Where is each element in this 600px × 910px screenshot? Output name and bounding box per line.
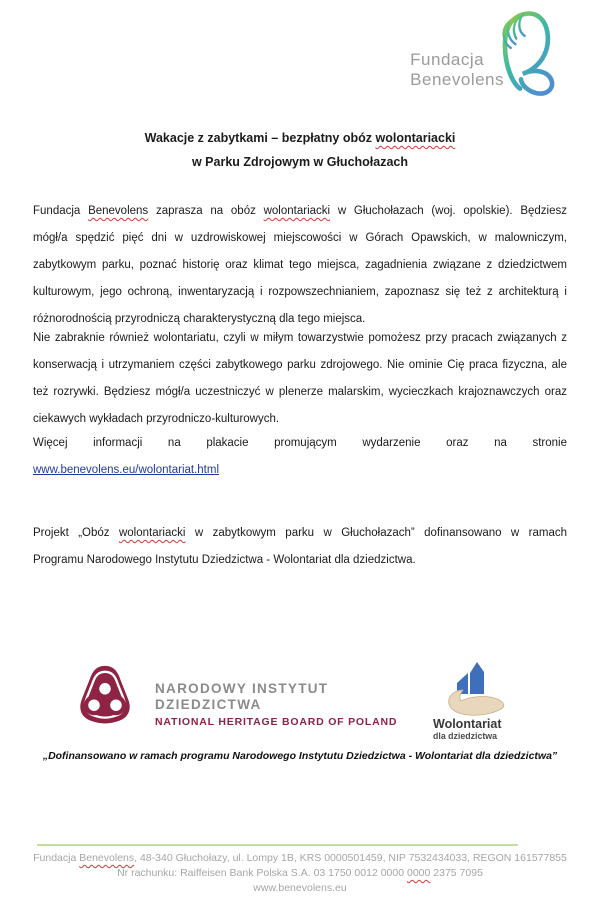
misspelled-word: wolontariacki	[263, 205, 331, 217]
brand-name	[410, 50, 504, 90]
partner-logos	[33, 660, 567, 752]
nid-name-line1: NARODOWY INSTYTUT	[155, 680, 329, 696]
paragraph-line: Nie zabraknie również wolontariatu, czyli w miłym towarzystwie pomożesz przy pracach związanych z	[33, 332, 567, 344]
misspelled-word: Benevolens	[79, 852, 135, 864]
paragraph-line: ciekawych wykładach przyrodniczo-kulturowych.	[33, 413, 280, 425]
paragraph-line: mógł/a spędzić pięć dni w uzdrowiskowej miejscowości w Górach Opawskich, w malowniczym,	[33, 232, 567, 244]
brand-name-line1: Fundacja	[410, 50, 485, 69]
hand-heritage-icon	[443, 660, 509, 716]
footer-line-2	[0, 866, 600, 881]
title-line-1	[33, 126, 567, 150]
misspelled-word: Benevolens	[88, 205, 149, 217]
text-run: Fundacja	[33, 852, 80, 864]
text-run: w Głuchołazach (woj. opolskie). Będziesz	[330, 205, 568, 217]
wolontariat-label-line1: Wolontariat	[433, 717, 502, 731]
paragraph-line	[33, 198, 567, 225]
brand-logo	[410, 6, 570, 100]
butterfly-logo-icon	[496, 6, 570, 100]
nid-name-line2: DZIEDZICTWA	[155, 696, 262, 712]
footer-website: www.benevolens.eu	[253, 882, 347, 894]
nid-name-english: NATIONAL HERITAGE BOARD OF POLAND	[155, 715, 398, 728]
nid-logo	[73, 662, 397, 732]
paragraph-3	[33, 430, 567, 484]
nid-logo-text	[155, 667, 397, 728]
paragraph-line: różnorodnością przyrodniczą charakterystyczną dla tego miejsca.	[33, 313, 366, 325]
text-run: zaprasza na obóz	[148, 205, 264, 217]
paragraph-4	[33, 520, 567, 574]
text-run: w zabytkowym parku w Głuchołazach” dofinansowano w ramach	[185, 527, 568, 539]
nid-trefoil-icon	[73, 662, 137, 732]
wolontariat-link[interactable]: www.benevolens.eu/wolontariat.html	[33, 464, 220, 476]
funding-statement: „Dofinansowano w ramach programu Narodowego Instytutu Dziedzictwa - Wolontariat dla dziedzictwa”	[42, 750, 558, 762]
paragraph-line	[33, 457, 567, 484]
misspelled-word: 0000	[407, 867, 431, 879]
misspelled-word: wolontariacki	[118, 527, 186, 539]
document-title	[33, 126, 567, 174]
paragraph-line: zabytkowym parku, poznać historię oraz klimat tego miejsca, zagadnienia związane z dziedzictwem	[33, 259, 567, 271]
title-line-2: w Parku Zdrojowym w Głuchołazach	[191, 155, 408, 169]
wolontariat-logo	[433, 660, 543, 741]
paragraph-line: kulturowym, jego ochroną, inwentaryzacją i rozpowszechnianiem, zapoznasz się też z architekturą i	[33, 286, 567, 298]
paragraph-line: Więcej informacji na plakacie promującym wydarzenie oraz na stronie	[33, 437, 567, 449]
paragraph-2	[33, 325, 567, 433]
paragraph-line: konserwacją i utrzymaniem części zabytkowego parku zdrojowego. Nie ominie Cię praca fizyczna, ale	[33, 359, 567, 371]
brand-name-line2: Benevolens	[410, 70, 504, 89]
paragraph-line: Programu Narodowego Instytutu Dziedzictwa - Wolontariat dla dziedzictwa.	[33, 554, 416, 566]
misspelled-word: wolontariacki	[375, 131, 456, 145]
text-run: 2375 7095	[430, 867, 483, 879]
footer	[0, 851, 600, 896]
footer-line-1	[0, 851, 600, 866]
text-run: , 48-340 Głuchołazy, ul. Lompy 1B, KRS 0000501459, NIP 7532434033, REGON 161577855	[134, 852, 567, 864]
wolontariat-label-line2: dla dziedzictwa	[433, 731, 498, 741]
text-run: Projekt „Obóz	[33, 527, 119, 539]
title-text: Wakacje z zabytkami – bezpłatny obóz	[144, 131, 376, 145]
paragraph-line	[33, 520, 567, 547]
paragraph-1	[33, 198, 567, 333]
text-run: Fundacja	[33, 205, 89, 217]
paragraph-line: też rozrywki. Będziesz mógł/a uczestniczyć w plenerze malarskim, wycieczkach krajoznawczych oraz	[33, 386, 567, 398]
text-run: Nr rachunku: Raiffeisen Bank Polska S.A. 03 1750 0012 0000	[117, 867, 407, 879]
footer-separator-line	[37, 844, 518, 846]
